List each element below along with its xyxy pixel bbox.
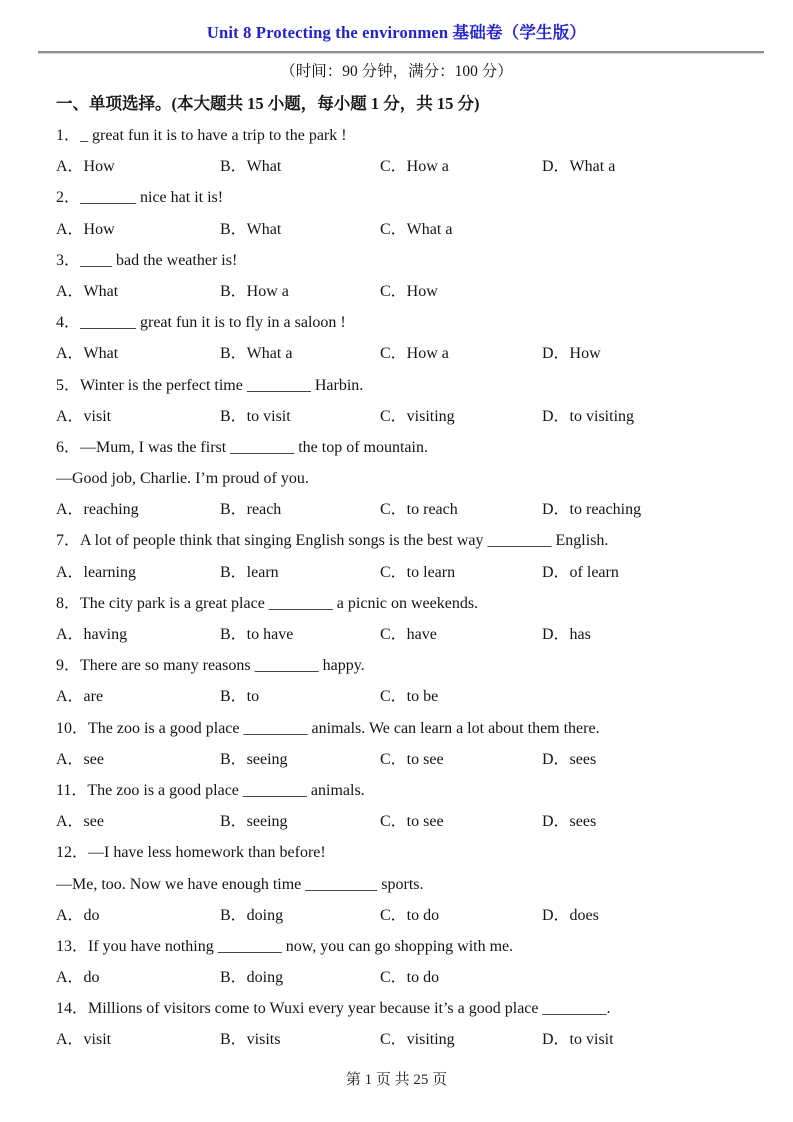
question-5-options [56, 401, 783, 432]
question-13-options [56, 962, 783, 993]
option-d [542, 681, 783, 712]
option-b: B．to have [220, 626, 294, 643]
question-4-options [56, 338, 783, 369]
option-c: C．What a [380, 220, 453, 238]
page-title: Unit 8 Protecting the environmen 基础卷（学生版） [206, 23, 587, 42]
question-2-options [56, 214, 783, 245]
option-c: C．to see [380, 813, 444, 831]
option-c: C．How [380, 282, 438, 300]
option-a: A．How [56, 220, 115, 238]
question-4-text: 4．_______ great fun it is to fly in a saloon ! [56, 314, 346, 332]
question-9-options [56, 681, 783, 712]
question-13-text: 13．If you have nothing ________ now, you can go shopping with me. [56, 937, 514, 955]
option-a: A．visit [56, 407, 112, 425]
option-a: A．learning [56, 563, 136, 581]
question-3-options [56, 276, 783, 307]
option-b: B．What a [220, 345, 293, 363]
question-2-text: 2．_______ nice hat it is! [56, 189, 224, 207]
option-c: C．How a [380, 345, 449, 363]
header-divider [38, 51, 764, 54]
page-number: 第 1 页 共 25 页 [345, 1072, 448, 1088]
option-a: A．see [56, 813, 104, 831]
question-14-options [56, 1024, 783, 1055]
question-7-options [56, 557, 783, 588]
option-b: B．reach [220, 501, 282, 519]
option-a: A．How [56, 158, 115, 176]
question-6-text: 6．—Mum, I was the first ________ the top of mountain. [56, 438, 428, 456]
option-a: A．What [56, 345, 119, 363]
option-b: B．to [220, 688, 260, 706]
question-6-options [56, 494, 783, 525]
option-a: A．do [56, 969, 100, 987]
question-7-text: 7．A lot of people think that singing English songs is the best way ________ English. [56, 532, 609, 550]
question-9-text: 9．There are so many reasons ________ happy. [56, 657, 365, 675]
option-a: A．having [56, 626, 128, 643]
option-c: C．visiting [380, 1031, 455, 1049]
option-d: D．of learn [542, 563, 619, 581]
option-b: B．learn [220, 563, 279, 581]
option-c: C．to be [380, 688, 439, 706]
option-c: C．to do [380, 969, 440, 987]
question-12-text: 12．—I have less homework than before! [56, 844, 326, 862]
question-list [56, 120, 783, 1056]
option-d: D．has [542, 626, 591, 643]
option-b: B．How a [220, 282, 289, 300]
option-b: B．visits [220, 1031, 281, 1049]
question-12-options [56, 900, 783, 931]
option-a: A．do [56, 906, 100, 924]
option-a: A．see [56, 750, 104, 768]
option-d: D．to reaching [542, 501, 642, 519]
option-d [542, 962, 783, 993]
option-c: C．to learn [380, 563, 456, 581]
question-11-text: 11．The zoo is a good place ________ animals. [56, 781, 365, 799]
option-b: B．doing [220, 906, 284, 924]
question-5-text: 5．Winter is the perfect time ________ Harbin. [56, 376, 364, 394]
option-c: C．to see [380, 750, 444, 768]
option-b: B．to visit [220, 407, 291, 425]
option-b: B．doing [220, 969, 284, 987]
option-a: A．are [56, 688, 104, 706]
question-10-options [56, 744, 783, 775]
question-11-options [56, 806, 783, 837]
option-c: C．have [380, 626, 437, 643]
option-c: C．visiting [380, 407, 455, 425]
option-d: D．What a [542, 158, 616, 176]
option-c: C．to reach [380, 501, 458, 519]
question-1-options [56, 151, 783, 182]
option-b: B．What [220, 158, 282, 176]
question-8-options [56, 619, 783, 650]
option-c: C．to do [380, 906, 440, 924]
option-a: A．visit [56, 1031, 112, 1049]
question-1-text: 1．_ great fun it is to have a trip to the park ! [56, 127, 347, 144]
question-12-reply: —Me, too. Now we have enough time _________ sports. [56, 875, 424, 893]
option-b: B．What [220, 220, 282, 238]
option-c: C．How a [380, 158, 449, 176]
question-10-text: 10．The zoo is a good place ________ animals. We can learn a lot about them there. [56, 719, 600, 737]
question-8-text: 8．The city park is a great place ________ a picnic on weekends. [56, 594, 479, 612]
option-b: B．seeing [220, 750, 288, 768]
question-14-text: 14．Millions of visitors come to Wuxi every year because it’s a good place ________. [56, 1000, 611, 1018]
option-d: D．sees [542, 750, 597, 768]
option-a: A．What [56, 282, 119, 300]
question-6-reply: —Good job, Charlie. I’m proud of you. [56, 470, 309, 488]
option-d [542, 214, 783, 245]
option-d: D．does [542, 906, 599, 924]
option-a: A．reaching [56, 501, 139, 519]
option-d: D．to visiting [542, 407, 635, 425]
option-d: D．How [542, 345, 601, 363]
section-heading: 一、单项选择。(本大题共 15 小题，每小题 1 分，共 15 分) [56, 94, 480, 113]
option-d [542, 276, 783, 307]
option-d: D．sees [542, 813, 597, 831]
option-b: B．seeing [220, 813, 288, 831]
question-3-text: 3．____ bad the weather is! [56, 251, 238, 269]
exam-info: （时间：90 分钟，满分：100 分） [280, 63, 513, 80]
option-d: D．to visit [542, 1031, 614, 1049]
